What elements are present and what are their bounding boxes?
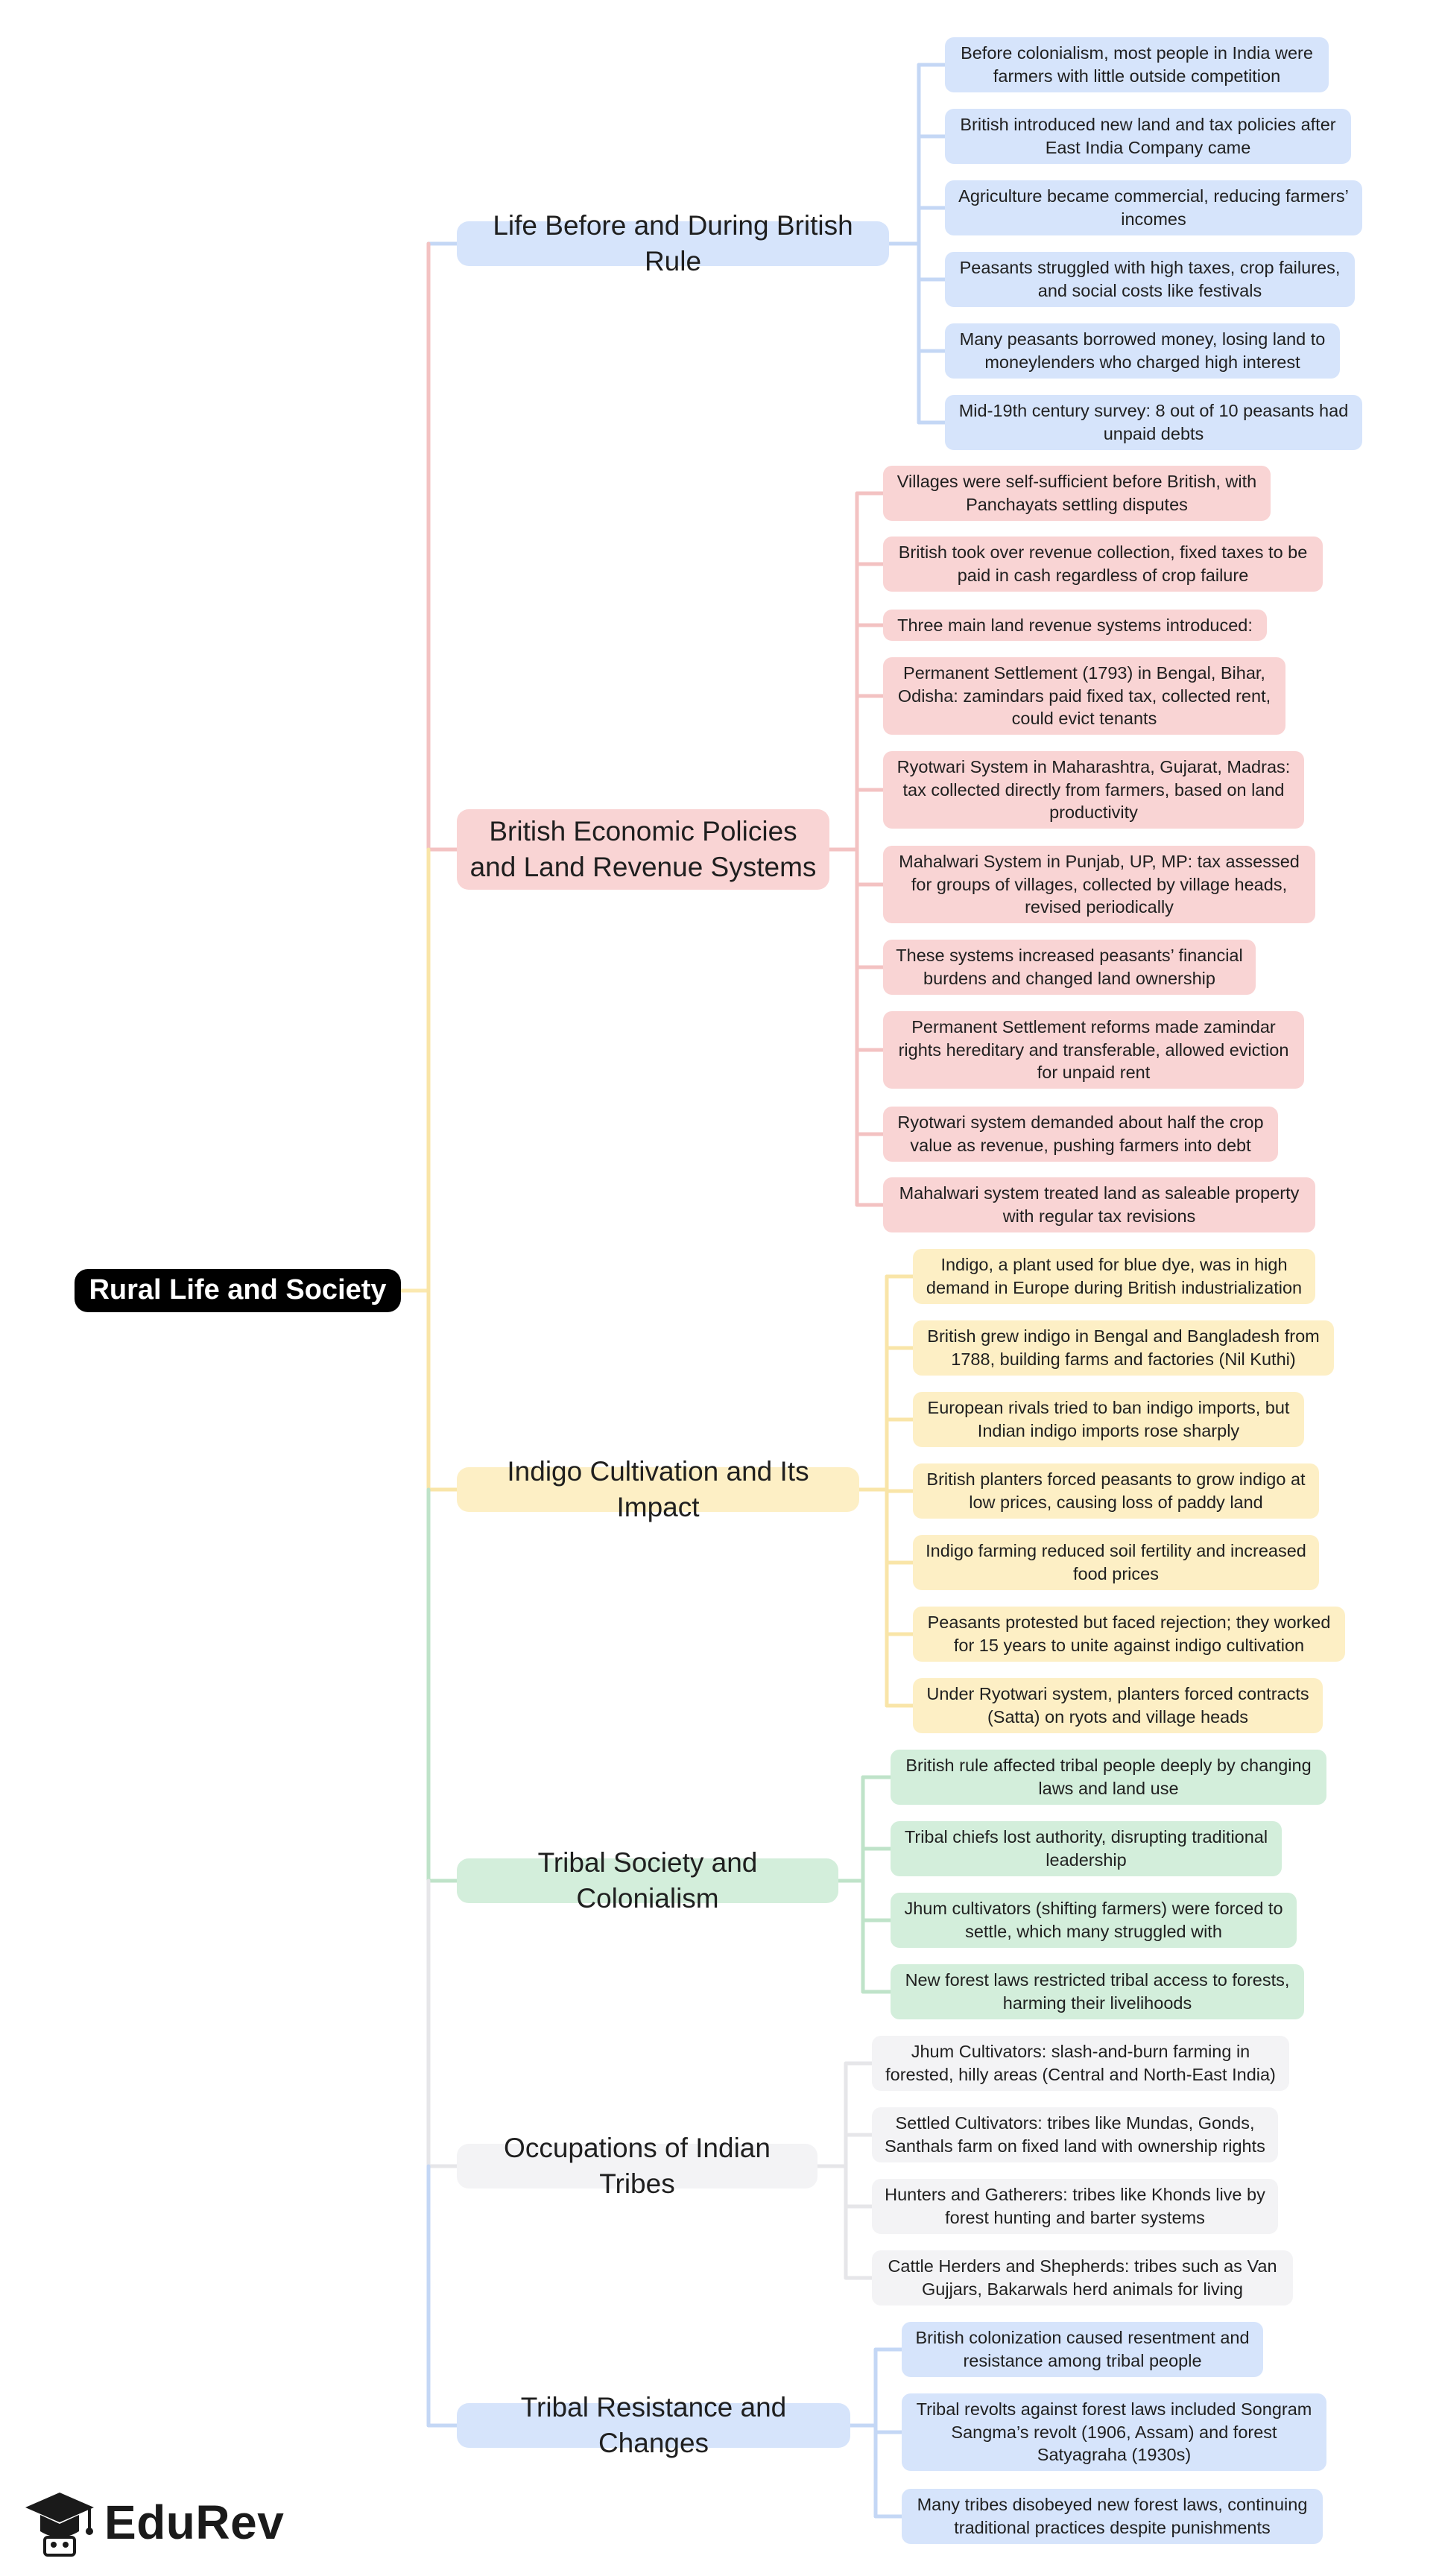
leaf-note: Tribal chiefs lost authority, disrupting traditional leadership	[891, 1821, 1282, 1876]
leaf-note: Indigo, a plant used for blue dye, was in high demand in Europe during British industrialization	[913, 1249, 1315, 1304]
leaf-note: British rule affected tribal people deeply by changing laws and land use	[891, 1750, 1326, 1805]
branch-topic: Life Before and During British Rule	[457, 221, 889, 266]
leaf-note: Mid-19th century survey: 8 out of 10 peasants had unpaid debts	[945, 395, 1362, 450]
branch-topic: Indigo Cultivation and Its Impact	[457, 1467, 859, 1512]
leaf-note: European rivals tried to ban indigo imports, but Indian indigo imports rose sharply	[913, 1392, 1304, 1447]
leaf-note: Peasants struggled with high taxes, crop failures, and social costs like festivals	[945, 252, 1355, 307]
leaf-note: Hunters and Gatherers: tribes like Khonds live by forest hunting and barter systems	[872, 2179, 1278, 2234]
leaf-note: Settled Cultivators: tribes like Mundas, Gonds, Santhals farm on fixed land with ownership rights	[872, 2107, 1278, 2162]
leaf-note: Villages were self-sufficient before British, with Panchayats settling disputes	[883, 466, 1271, 521]
graduation-cap-icon	[22, 2485, 97, 2560]
leaf-note: Under Ryotwari system, planters forced contracts (Satta) on ryots and village heads	[913, 1678, 1323, 1733]
leaf-note: Agriculture became commercial, reducing farmers’ incomes	[945, 180, 1362, 235]
leaf-note: Jhum cultivators (shifting farmers) were forced to settle, which many struggled with	[891, 1893, 1297, 1948]
leaf-note: British grew indigo in Bengal and Bangladesh from 1788, building farms and factories (Nil Kuthi)	[913, 1320, 1334, 1376]
leaf-note: Jhum Cultivators: slash-and-burn farming in forested, hilly areas (Central and North-East India)	[872, 2036, 1289, 2091]
branch-topic: Occupations of Indian Tribes	[457, 2144, 817, 2189]
leaf-note: Ryotwari system demanded about half the crop value as revenue, pushing farmers into debt	[883, 1107, 1278, 1162]
branch-topic: Tribal Society and Colonialism	[457, 1858, 838, 1903]
leaf-note: Mahalwari System in Punjab, UP, MP: tax assessed for groups of villages, collected by village heads, revised periodically	[883, 846, 1315, 923]
leaf-note: Permanent Settlement (1793) in Bengal, Bihar, Odisha: zamindars paid fixed tax, collected rent, could evict tenants	[883, 657, 1285, 735]
leaf-note: Tribal revolts against forest laws included Songram Sangma’s revolt (1906, Assam) and forest Satyagraha (1930s)	[902, 2393, 1326, 2471]
branch-topic: British Economic Policies and Land Revenue Systems	[457, 809, 829, 890]
leaf-note: These systems increased peasants’ financial burdens and changed land ownership	[883, 940, 1256, 995]
leaf-note: Before colonialism, most people in India were farmers with little outside competition	[945, 37, 1329, 92]
leaf-note: British planters forced peasants to grow indigo at low prices, causing loss of paddy land	[913, 1463, 1319, 1519]
leaf-note: Three main land revenue systems introduced:	[883, 610, 1267, 641]
leaf-note: New forest laws restricted tribal access to forests, harming their livelihoods	[891, 1964, 1304, 2019]
edurev-logo	[22, 2481, 284, 2563]
leaf-note: Permanent Settlement reforms made zamindar rights hereditary and transferable, allowed eviction for unpaid rent	[883, 1011, 1304, 1089]
leaf-note: Many tribes disobeyed new forest laws, continuing traditional practices despite punishments	[902, 2489, 1323, 2544]
leaf-note: Peasants protested but faced rejection; they worked for 15 years to unite against indigo cultivation	[913, 1607, 1345, 1662]
root-topic: Rural Life and Society	[75, 1269, 401, 1312]
leaf-note: British colonization caused resentment and resistance among tribal people	[902, 2322, 1263, 2377]
leaf-note: British took over revenue collection, fixed taxes to be paid in cash regardless of crop failure	[883, 537, 1323, 592]
leaf-note: British introduced new land and tax policies after East India Company came	[945, 109, 1351, 164]
leaf-note: Cattle Herders and Shepherds: tribes such as Van Gujjars, Bakarwals herd animals for living	[872, 2250, 1293, 2306]
logo-text: EduRev	[104, 2496, 285, 2549]
branch-topic: Tribal Resistance and Changes	[457, 2403, 850, 2448]
leaf-note: Indigo farming reduced soil fertility and increased food prices	[913, 1535, 1319, 1590]
leaf-note: Ryotwari System in Maharashtra, Gujarat, Madras: tax collected directly from farmers, based on land productivity	[883, 751, 1304, 829]
leaf-note: Many peasants borrowed money, losing land to moneylenders who charged high interest	[945, 323, 1340, 379]
leaf-note: Mahalwari system treated land as saleable property with regular tax revisions	[883, 1177, 1315, 1232]
